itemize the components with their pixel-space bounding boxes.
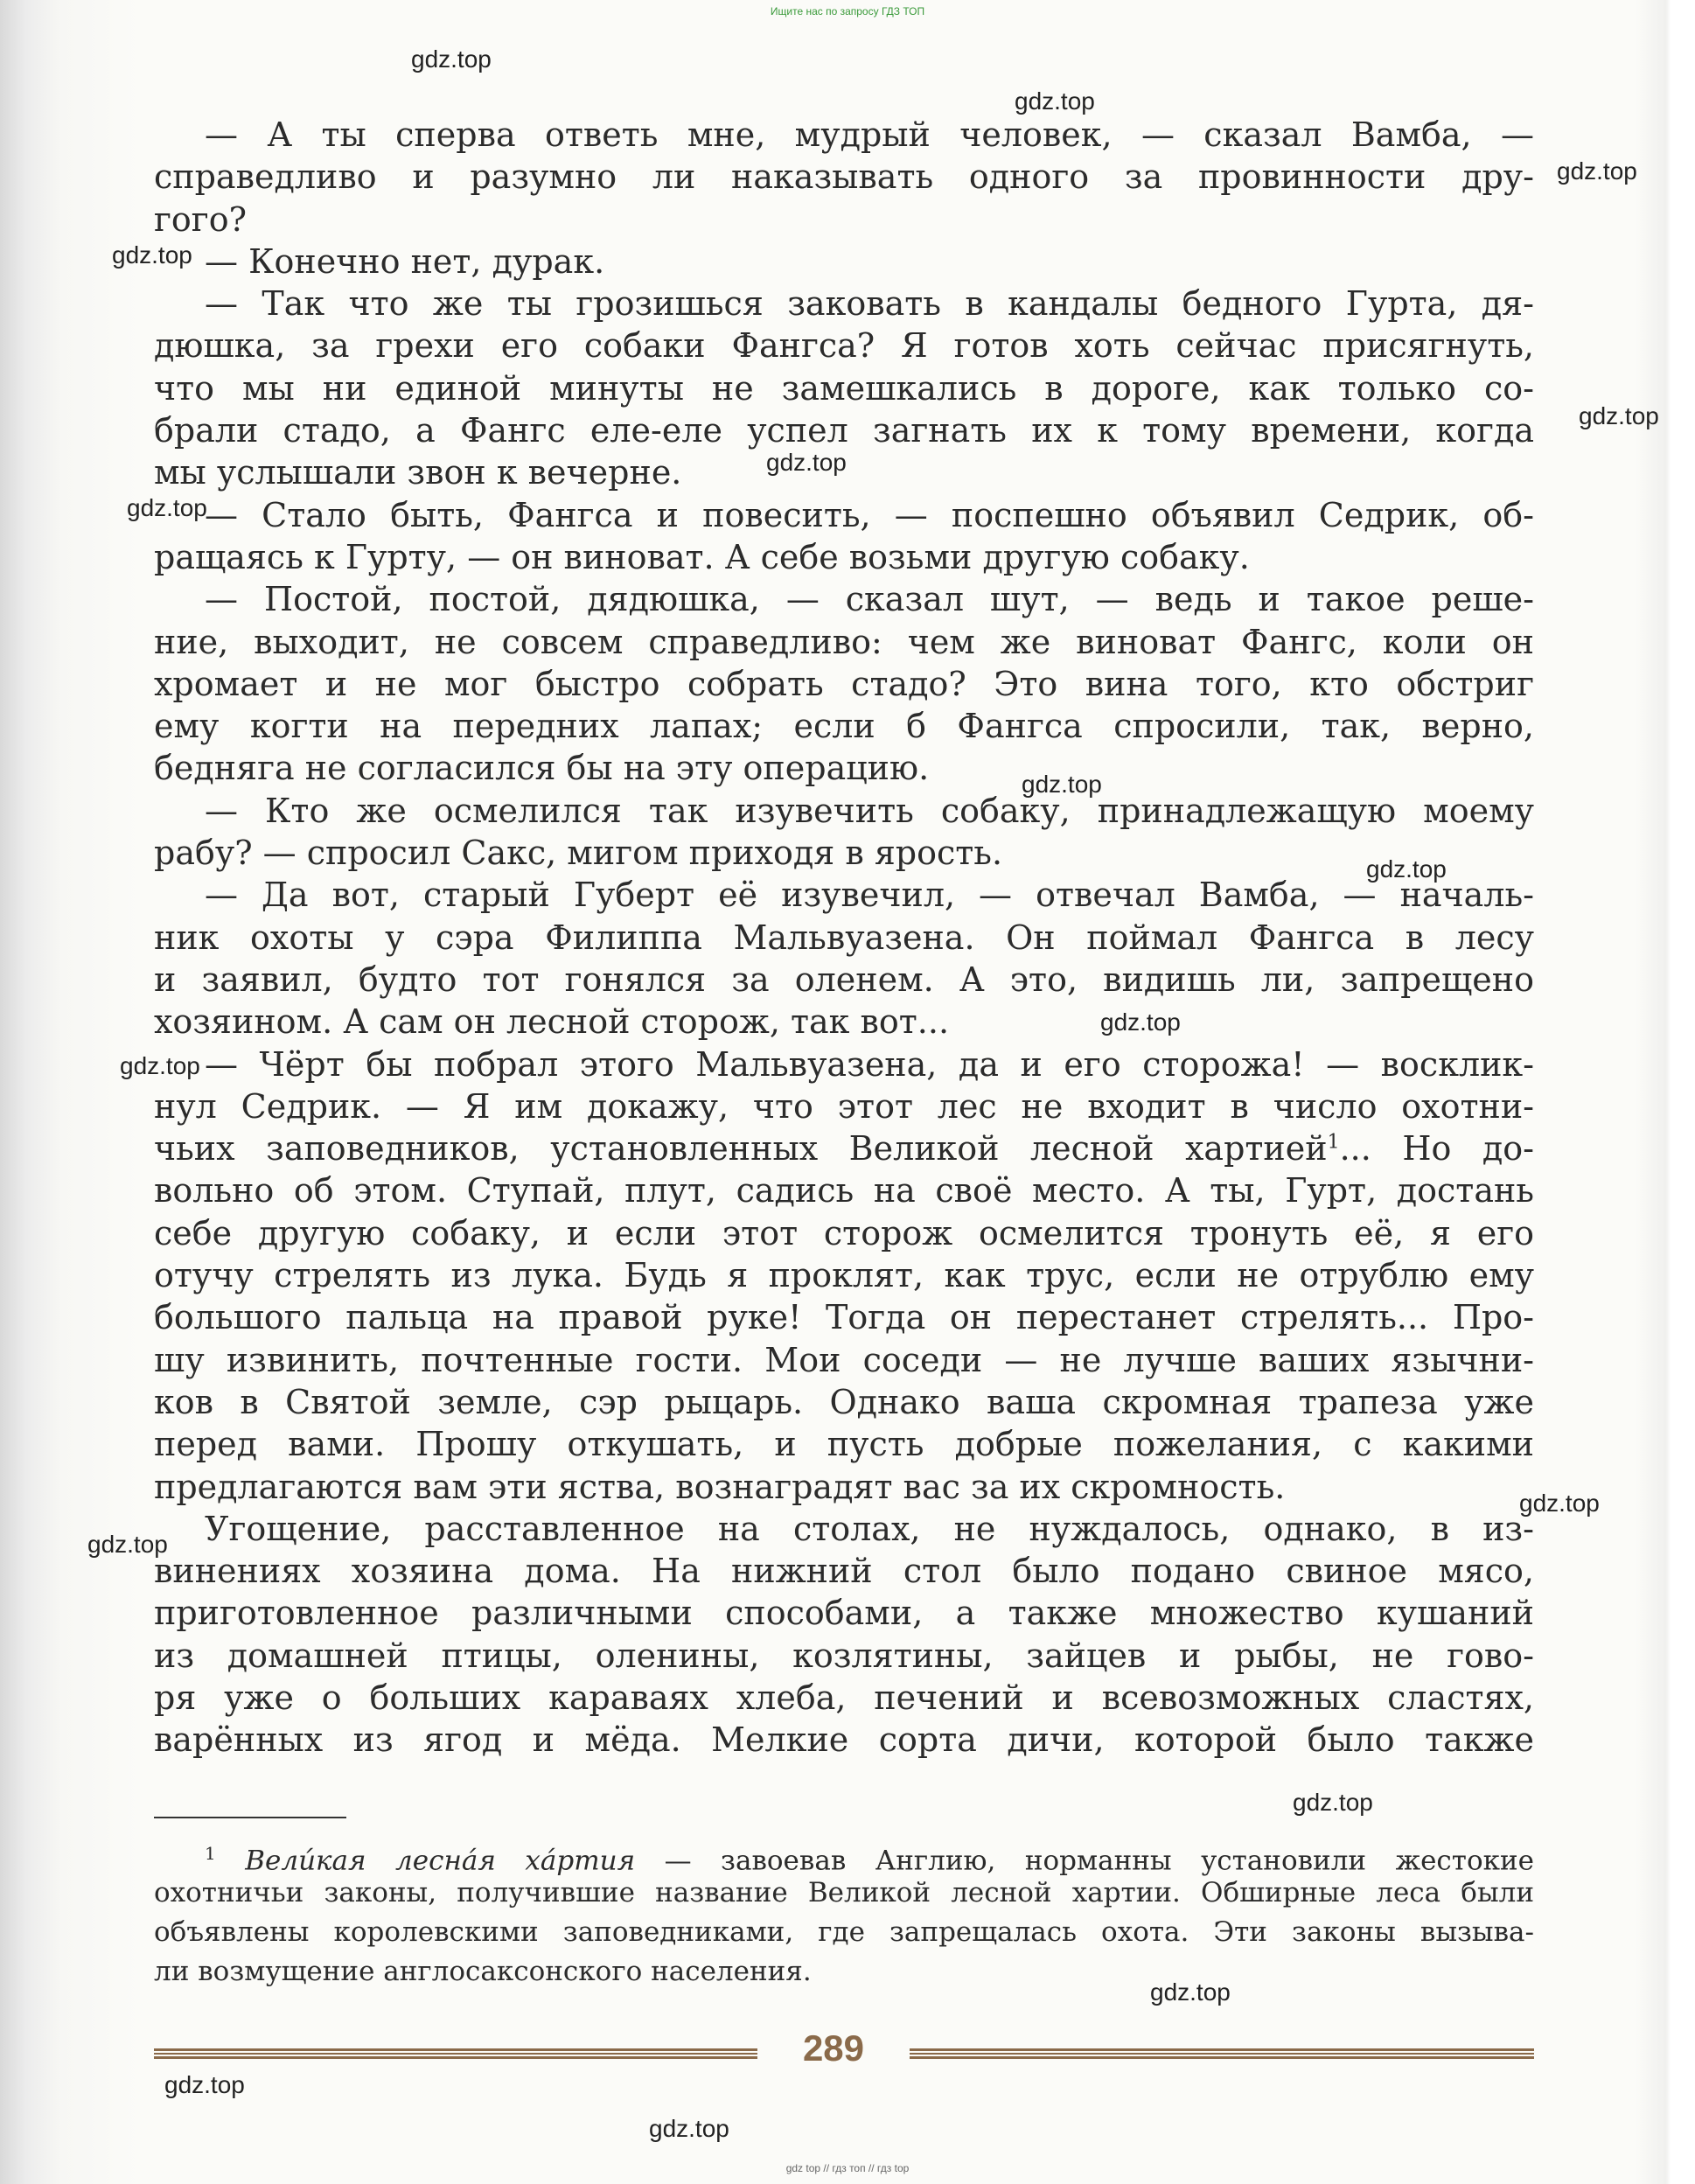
text-line: перед вами. Прошу откушать, и пусть добрые пожелания, с какими xyxy=(154,1425,1534,1464)
text-line: — Постой, постой, дядюшка, — сказал шут, — ведь и такое реше- xyxy=(205,580,1534,619)
text-line: ков в Святой земле, сэр рыцарь. Однако ваша скромная трапеза уже xyxy=(154,1382,1534,1421)
text-line: — Да вот, старый Губерт её изувечил, — отвечал Вамба, — началь- xyxy=(205,876,1534,915)
watermark: gdz.top xyxy=(1557,157,1637,185)
watermark: gdz.top xyxy=(1015,87,1095,115)
watermark: gdz.top xyxy=(120,1052,200,1079)
footnote-line xyxy=(154,1834,1534,1877)
footnote-line: ли возмущение англосаксонского населения. xyxy=(154,1956,812,1987)
footnote-marker: 1 xyxy=(1327,1131,1340,1154)
footnote-line: объявлены королевскими заповедниками, где запрещалась охота. Эти законы вызыва- xyxy=(154,1916,1534,1948)
body-text xyxy=(154,114,1534,1762)
text-line: мы услышали звон к вечерне. xyxy=(154,453,682,492)
text-fragment: чьих заповедников, установленных Великой лесной хартией xyxy=(154,1129,1328,1169)
text-line: ему когти на передних лапах; если б Фангса спросили, так, верно, xyxy=(154,707,1534,746)
text-line: ря уже о больших караваях хлеба, печений и всевозможных сластях, xyxy=(154,1678,1534,1717)
watermark: gdz.top xyxy=(112,241,192,269)
text-line: и заявил, будто тот гонялся за оленем. А это, видишь ли, запрещено xyxy=(154,959,1534,999)
watermark: gdz.top xyxy=(127,494,207,521)
text-line: предлагаются вам эти яства, вознаградят вас за их скромность. xyxy=(154,1467,1286,1506)
page-rule-left xyxy=(154,2048,757,2059)
watermark: gdz.top xyxy=(1293,1789,1373,1816)
text-line: нул Седрик. — Я им докажу, что этот лес не входит в число охотни- xyxy=(154,1086,1534,1126)
text-fragment: ... Но до- xyxy=(1339,1129,1535,1169)
text-line: — Стало быть, Фангса и повесить, — поспешно объявил Седрик, об- xyxy=(205,495,1534,534)
text-line: большого пальца на правой руке! Тогда он перестанет стрелять... Про- xyxy=(154,1298,1534,1337)
watermark: gdz.top xyxy=(1022,771,1102,798)
text-line: — Так что же ты грозишься заковать в кандалы бедного Гурта, дя- xyxy=(205,284,1534,324)
text-line: ращаясь к Гурту, — он виноват. А себе возьми другую собаку. xyxy=(154,537,1250,576)
watermark: gdz.top xyxy=(87,1531,168,1558)
watermark: gdz.top xyxy=(411,45,492,73)
footnote-line: охотничьи законы, получившие название Великой лесной хартии. Обширные леса были xyxy=(154,1877,1534,1908)
footnote-term: Велúкая леснáя хáртия xyxy=(245,1845,636,1877)
text-line: — Кто же осмелился так изувечить собаку, принадлежащую моему xyxy=(205,791,1534,830)
text-line: Угощение, расставленное на столах, не нуждалось, однако, в из- xyxy=(205,1509,1534,1548)
text-line: справедливо и разумно ли наказывать одного за провинности дру- xyxy=(154,157,1534,197)
text-line: бедняга не согласился бы на эту операцию. xyxy=(154,749,930,788)
watermark: gdz.top xyxy=(1519,1490,1600,1517)
page-rule-right xyxy=(910,2048,1534,2059)
text-line: хозяином. А сам он лесной сторож, так вот... xyxy=(154,1002,950,1042)
footnote xyxy=(154,1834,1534,1992)
text-line: вольно об этом. Ступай, плут, садись на своё место. А ты, Гурт, достань xyxy=(154,1171,1534,1211)
footnote-number: 1 xyxy=(205,1843,216,1864)
bottom-banner: gdz top // гдз топ // гдз top xyxy=(785,2162,910,2174)
text-line: отучу стрелять из лука. Будь я проклят, как трус, если не отрублю ему xyxy=(154,1256,1534,1295)
watermark: gdz.top xyxy=(1150,1978,1231,2006)
watermark: gdz.top xyxy=(766,449,847,476)
text-line: — Чёрт бы побрал этого Мальвуазена, да и его сторожа! — восклик- xyxy=(205,1044,1534,1084)
watermark: gdz.top xyxy=(649,2115,729,2142)
page-number: 289 xyxy=(802,2027,865,2069)
text-line: варённых из ягод и мёда. Мелкие сорта дичи, которой было также xyxy=(154,1720,1534,1760)
text-line: гого? xyxy=(154,199,247,239)
text-line: ние, выходит, не совсем справедливо: чем же виноват Фангс, коли он xyxy=(154,622,1534,661)
text-line: что мы ни единой минуты не замешкались в дороге, как только со- xyxy=(154,368,1534,408)
text-line: рабу? — спросил Сакс, мигом приходя в ярость. xyxy=(154,834,1003,873)
text-line: шу извинить, почтенные гости. Мои соседи — не лучше ваших язычни- xyxy=(154,1340,1534,1379)
text-line: — А ты сперва ответь мне, мудрый человек, — сказал Вамба, — xyxy=(205,115,1534,154)
text-line: дюшка, за грехи его собаки Фангса? Я готов хоть сейчас присягнуть, xyxy=(154,326,1534,366)
footnote-divider xyxy=(154,1817,346,1818)
watermark: gdz.top xyxy=(1100,1008,1181,1036)
watermark: gdz.top xyxy=(164,2071,245,2098)
text-line xyxy=(154,1127,1534,1169)
text-line: себе другую собаку, и если этот сторож осмелится тронуть её, я его xyxy=(154,1213,1534,1252)
text-line: брали стадо, а Фангс еле-еле успел загнать их к тому времени, когда xyxy=(154,411,1534,450)
text-line: винениях хозяина дома. На нижний стол было подано свиное мясо, xyxy=(154,1552,1534,1591)
text-line: хромает и не мог быстро собрать стадо? Это вина того, кто обстриг xyxy=(154,664,1534,703)
text-line: из домашней птицы, оленины, козлятины, зайцев и рыбы, не гово- xyxy=(154,1636,1534,1675)
text-line: приготовленное различными способами, а также множество кушаний xyxy=(154,1594,1534,1633)
watermark: gdz.top xyxy=(1579,402,1659,429)
text-line: — Конечно нет, дурак. xyxy=(205,241,605,281)
text-line: ник охоты у сэра Филиппа Мальвуазена. Он поймал Фангса в лесу xyxy=(154,918,1534,957)
watermark: gdz.top xyxy=(1366,855,1447,883)
footnote-text: — завоевав Англию, норманны установили жестокие xyxy=(664,1845,1534,1877)
top-banner: Ищите нас по запросу ГДЗ ТОП xyxy=(770,5,925,17)
